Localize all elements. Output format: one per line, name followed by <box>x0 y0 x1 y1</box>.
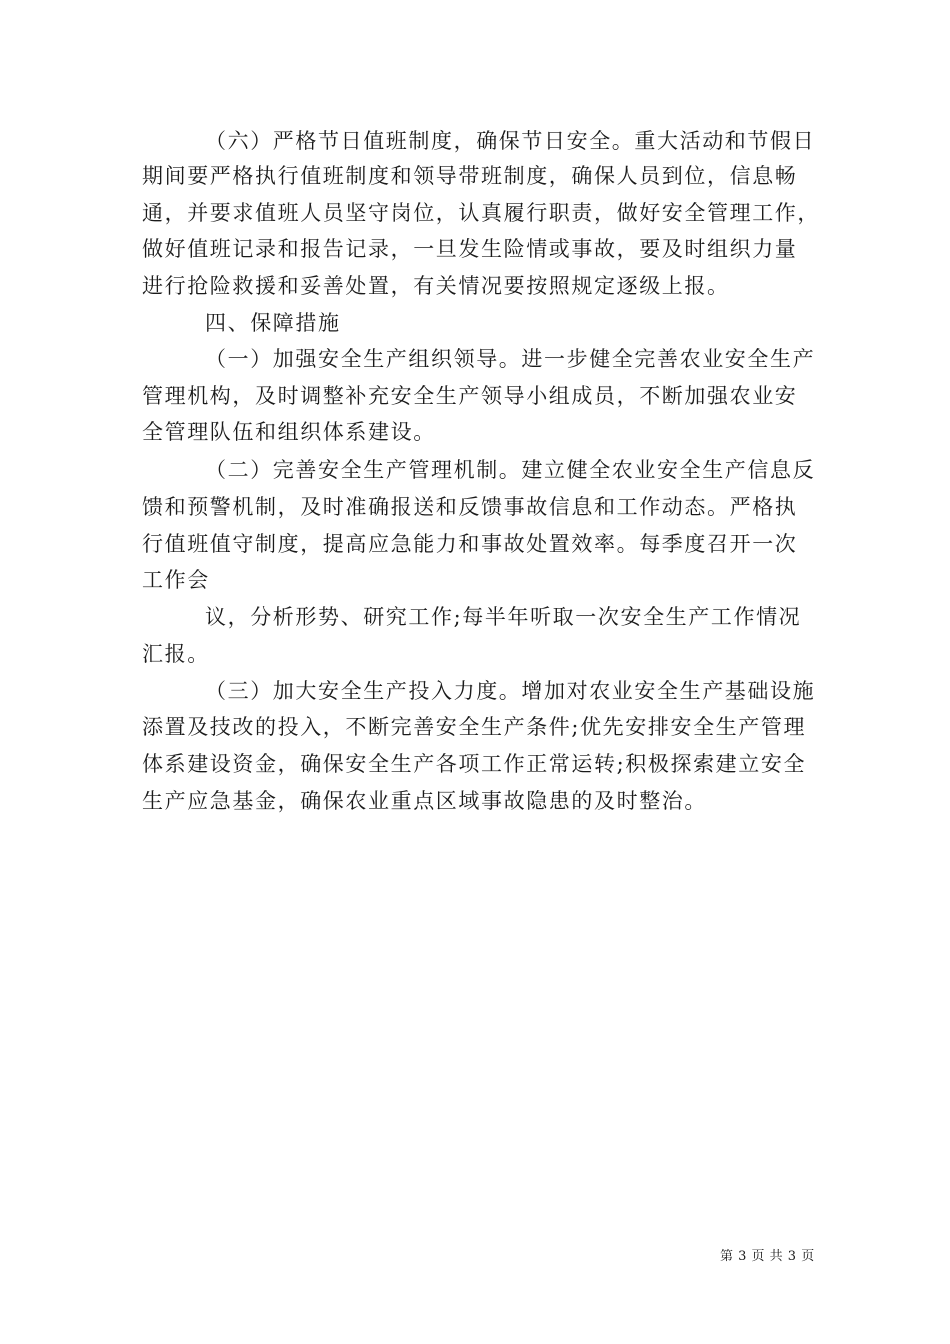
measure-three-line-1: （三）加大安全生产投入力度。增加对农业安全生产基础设施 <box>205 679 816 703</box>
measure-two-line-6: 汇报。 <box>142 642 210 666</box>
section-heading-measures: 四、保障措施 <box>205 311 341 335</box>
measure-two-line-3: 行值班值守制度，提高应急能力和事故处置效率。每季度召开一次 <box>142 532 798 556</box>
measure-two-line-1: （二）完善安全生产管理机制。建立健全农业安全生产信息反 <box>205 458 816 482</box>
paragraph-six-line-3: 通，并要求值班人员坚守岗位，认真履行职责，做好安全管理工作， <box>142 201 820 225</box>
measure-three-line-3: 体系建设资金，确保安全生产各项工作正常运转;积极探索建立安全 <box>142 752 807 776</box>
measure-one-line-3: 全管理队伍和组织体系建设。 <box>142 420 436 444</box>
measure-two-line-4: 工作会 <box>142 568 210 592</box>
paragraph-six-line-5: 进行抢险救援和妥善处置，有关情况要按照规定逐级上报。 <box>142 274 730 298</box>
measure-two-line-2: 馈和预警机制，及时准确报送和反馈事故信息和工作动态。严格执 <box>142 495 798 519</box>
page-number-footer: 第 3 页 共 3 页 <box>720 1249 815 1264</box>
measure-three-line-2: 添置及技改的投入，不断完善安全生产条件;优先安排安全生产管理 <box>142 715 807 739</box>
measure-one-line-2: 管理机构，及时调整补充安全生产领导小组成员，不断加强农业安 <box>142 384 798 408</box>
paragraph-six-line-4: 做好值班记录和报告记录，一旦发生险情或事故，要及时组织力量 <box>142 237 798 261</box>
measure-three-line-4: 生产应急基金，确保农业重点区域事故隐患的及时整治。 <box>142 789 707 813</box>
paragraph-six-line-1: （六）严格节日值班制度，确保节日安全。重大活动和节假日 <box>205 129 816 153</box>
measure-one-line-1: （一）加强安全生产组织领导。进一步健全完善农业安全生产 <box>205 347 816 371</box>
paragraph-six-line-2: 期间要严格执行值班制度和领导带班制度，确保人员到位，信息畅 <box>142 164 798 188</box>
measure-two-line-5: 议，分析形势、研究工作;每半年听取一次安全生产工作情况 <box>205 605 802 629</box>
